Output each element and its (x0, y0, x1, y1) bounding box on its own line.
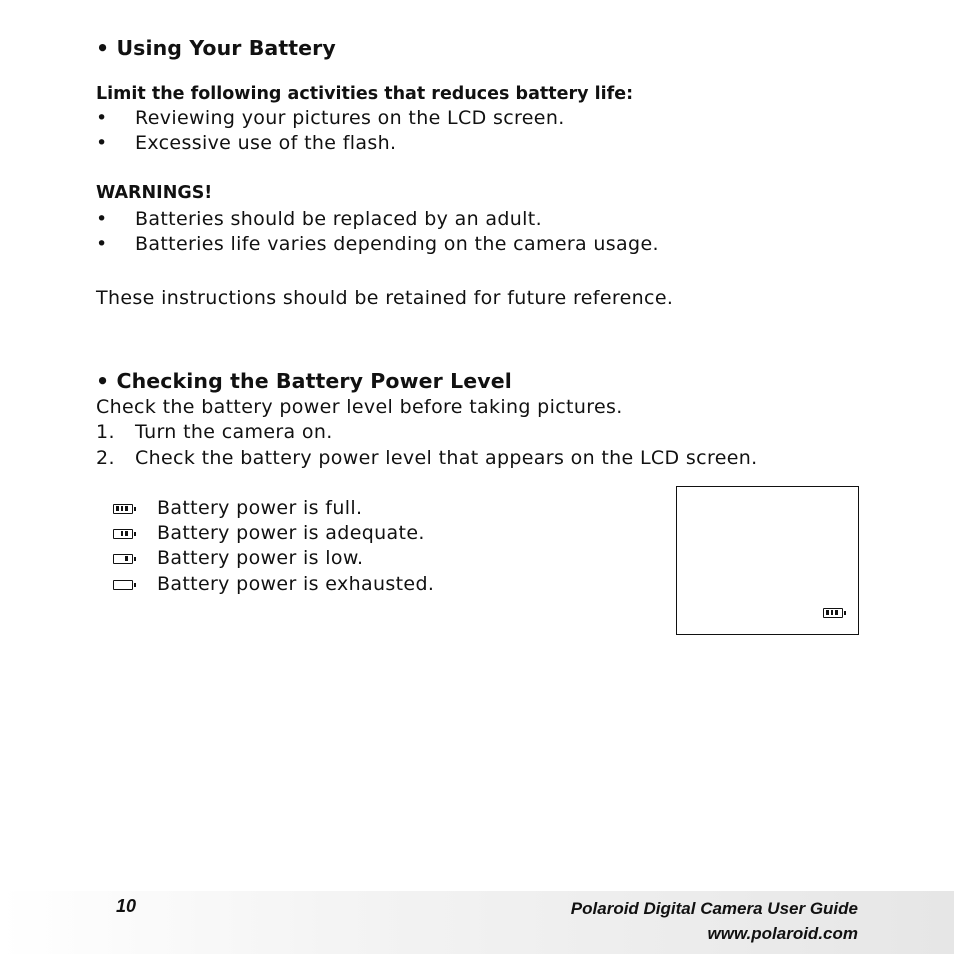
battery-level-text: Battery power is adequate. (157, 522, 425, 544)
battery-low-icon (113, 554, 133, 564)
limit-activities-title: Limit the following activities that reduces battery life: (96, 84, 634, 104)
battery-level-intro: Check the battery power level before taking pictures. (96, 396, 623, 418)
list-item: Reviewing your pictures on the LCD screen. (135, 107, 565, 129)
list-item: Excessive use of the flash. (135, 132, 397, 154)
section-heading-using-battery: • Using Your Battery (96, 36, 336, 60)
guide-title: Polaroid Digital Camera User Guide (570, 899, 858, 918)
step-number: 2. (96, 447, 115, 469)
battery-exhausted-icon (113, 580, 133, 590)
battery-level-text: Battery power is full. (157, 497, 363, 519)
bullet: • (96, 233, 108, 255)
list-item: Batteries should be replaced by an adult. (135, 208, 542, 230)
battery-full-icon (823, 608, 843, 618)
step-text: Turn the camera on. (135, 421, 333, 443)
battery-full-icon (113, 504, 133, 514)
warnings-title: WARNINGS! (96, 183, 213, 203)
bullet: • (96, 208, 108, 230)
battery-level-text: Battery power is low. (157, 547, 364, 569)
bullet: • (96, 132, 108, 154)
battery-level-text: Battery power is exhausted. (157, 573, 435, 595)
page-number: 10 (116, 896, 137, 916)
section-heading-battery-level: • Checking the Battery Power Level (96, 369, 512, 393)
list-item: Batteries life varies depending on the camera usage. (135, 233, 659, 255)
retain-instructions-note: These instructions should be retained for future reference. (96, 287, 674, 309)
lcd-screen-illustration (676, 486, 859, 635)
bullet: • (96, 107, 108, 129)
step-number: 1. (96, 421, 115, 443)
website-url: www.polaroid.com (707, 924, 858, 943)
battery-adequate-icon (113, 529, 133, 539)
step-text: Check the battery power level that appears on the LCD screen. (135, 447, 758, 469)
